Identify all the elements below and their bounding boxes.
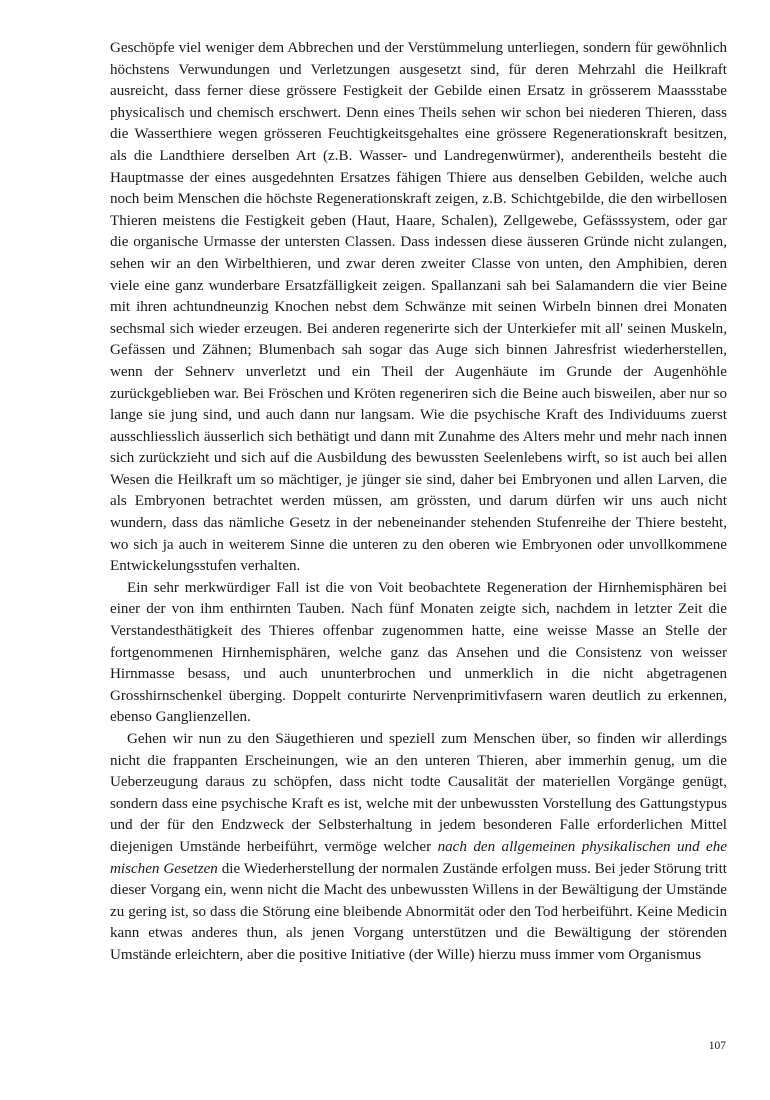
paragraph-2: Ein sehr merkwürdiger Fall ist die von Voit beobachtete Regeneration der Hirnhemisphären bei einer der von ihm enthirnten Tauben. Nach fünf Monaten zeigte sich, nachdem in letzter Zeit die Verstandesthätigkeit des Thieres offenbar zugenommen hatte, eine weisse Masse an Stelle der fortgenommenen Hirnhemisphären, welche ganz das Ansehen und die Consistenz von weisser Hirnmasse besass, und auch ununterbrochen und unmerklich in die nicht abgetragenen Grosshirnschenkel überging. Doppelt conturirte Nervenprimitivfasern waren deutlich zu erkennen, ebenso Ganglienzellen. xyxy=(110,579,727,726)
body-text xyxy=(110,38,727,967)
paragraph-3-start: Gehen wir nun zu den Säugethieren und speziell zum Menschen über, so finden wir allerdings nicht die frappanten Erscheinungen, wie an den unteren Thieren, aber immerhin genug, um die Ueberzeugung daraus zu schöpfen, dass nicht todte Causalität der materiellen Vorgänge genügt, sondern dass eine psychische Kraft es ist, welche mit der unbewussten Vorstellung des Gattungstypus und der für den Endzweck der Selbsterhaltung in jedem besonderen Falle erforderlichen Mittel diejenigen Umstände herbeiführt, vermöge welcher xyxy=(110,731,727,855)
paragraph-1: Geschöpfe viel weniger dem Abbrechen und der Verstümmelung unterliegen, sondern für gewöhnlich höchstens Verwundungen und Verletzungen ausgesetzt sind, für deren Mehrzahl die Heilkraft ausreicht, dass ferner diese grössere Festigkeit der Gebilde einen Ersatz in grösserem Maassstabe physicalisch und chemisch erschwert. Denn eines Theils sehen wir schon bei niederen Thieren, dass die Wasserthiere wegen grösseren Feuchtigkeitsgehaltes eine grössere Regenerationskraft besitzen, als die Landthiere derselben Art (z.B. Wasser- und Landregenwürmer), anderentheils besteht die Hauptmasse der eines ausgedehnten Ersatzes fähigen Thiere aus denselben Gebilden, welche auch noch beim Menschen die höchste Regenerationskraft zeigen, z.B. Schichtgebilde, die den wirbellosen Thieren meistens die Festigkeit geben (Haut, Haare, Schalen), Zellgewebe, Gefässsystem, oder gar die organische Urmasse der untersten Classen. Dass indessen diese äusseren Gründe nicht zulangen, sehen wir an den Wirbelthieren, und zwar deren zweiter Classe von unten, den Amphibien, deren viele eine ganz wunderbare Ersatzfälligkeit zeigen. Spallanzani sah bei Salamandern die vier Beine mit ihren achtundneunzig Knochen nebst dem Schwänze mit seinen Wirbeln binnen drei Monaten sechsmal sich wieder erzeugen. Bei anderen regenerirte sich der Unterkiefer mit all' seinen Muskeln, Gefässen und Zähnen; Blumenbach sah sogar das Auge sich binnen Jahresfrist wiederherstellen, wenn der Sehnerv unverletzt und ein Theil der Augenhäute im Grunde der Augenhöhle zurückgeblieben war. Bei Fröschen und Kröten regeneriren sich die Beine auch bisweilen, aber nur so lange sie jung sind, und auch dann nur langsam. Wie die psychische Kraft des Individuums zuerst ausschliesslich äusserlich sich bethätigt und dann mit Zunahme des Alters mehr und mehr nach innen sich zurückzieht und sich auf die Ausbildung des bewussten Seelenlebens wirft, so ist auch bei allen Wesen die Heilkraft um so mächtiger, je jünger sie sind, daher bei Embryonen und allen Larven, die als Embryonen betrachtet werden müssen, am grössten, und darum dürfen wir uns auch nicht wundern, dass das nämliche Gesetz in der nebeneinander stehenden Stufenreihe der Thiere besteht, wo sich ja auch in weiterem Sinne die unteren zu den oberen wie Embryonen oder unvollkommene Entwickelungsstufen verhalten. xyxy=(110,40,727,575)
paragraph-3-end: die Wiederherstellung der normalen Zustände erfolgen muss. Bei jeder Störung tritt dieser Vorgang ein, wenn nicht die Macht des unbewussten Willens in der Bewältigung der Umstände zu gering ist, so dass die Störung eine bleibende Abnormität oder den Tod herbeiführt. Keine Medicin kann etwas anderes thun, als jenen Vorgang unterstützen und die Bewältigung der störenden Umstände erleichtern, aber die positive Initiative (der Wille) hierzu muss immer vom Organismus xyxy=(110,860,727,963)
paragraph-3 xyxy=(110,729,727,967)
page-number: 107 xyxy=(708,1040,726,1052)
paragraph-3-italic: nach den allgemeinen physikalischen und ehe mischen Gesetzen xyxy=(110,838,727,877)
